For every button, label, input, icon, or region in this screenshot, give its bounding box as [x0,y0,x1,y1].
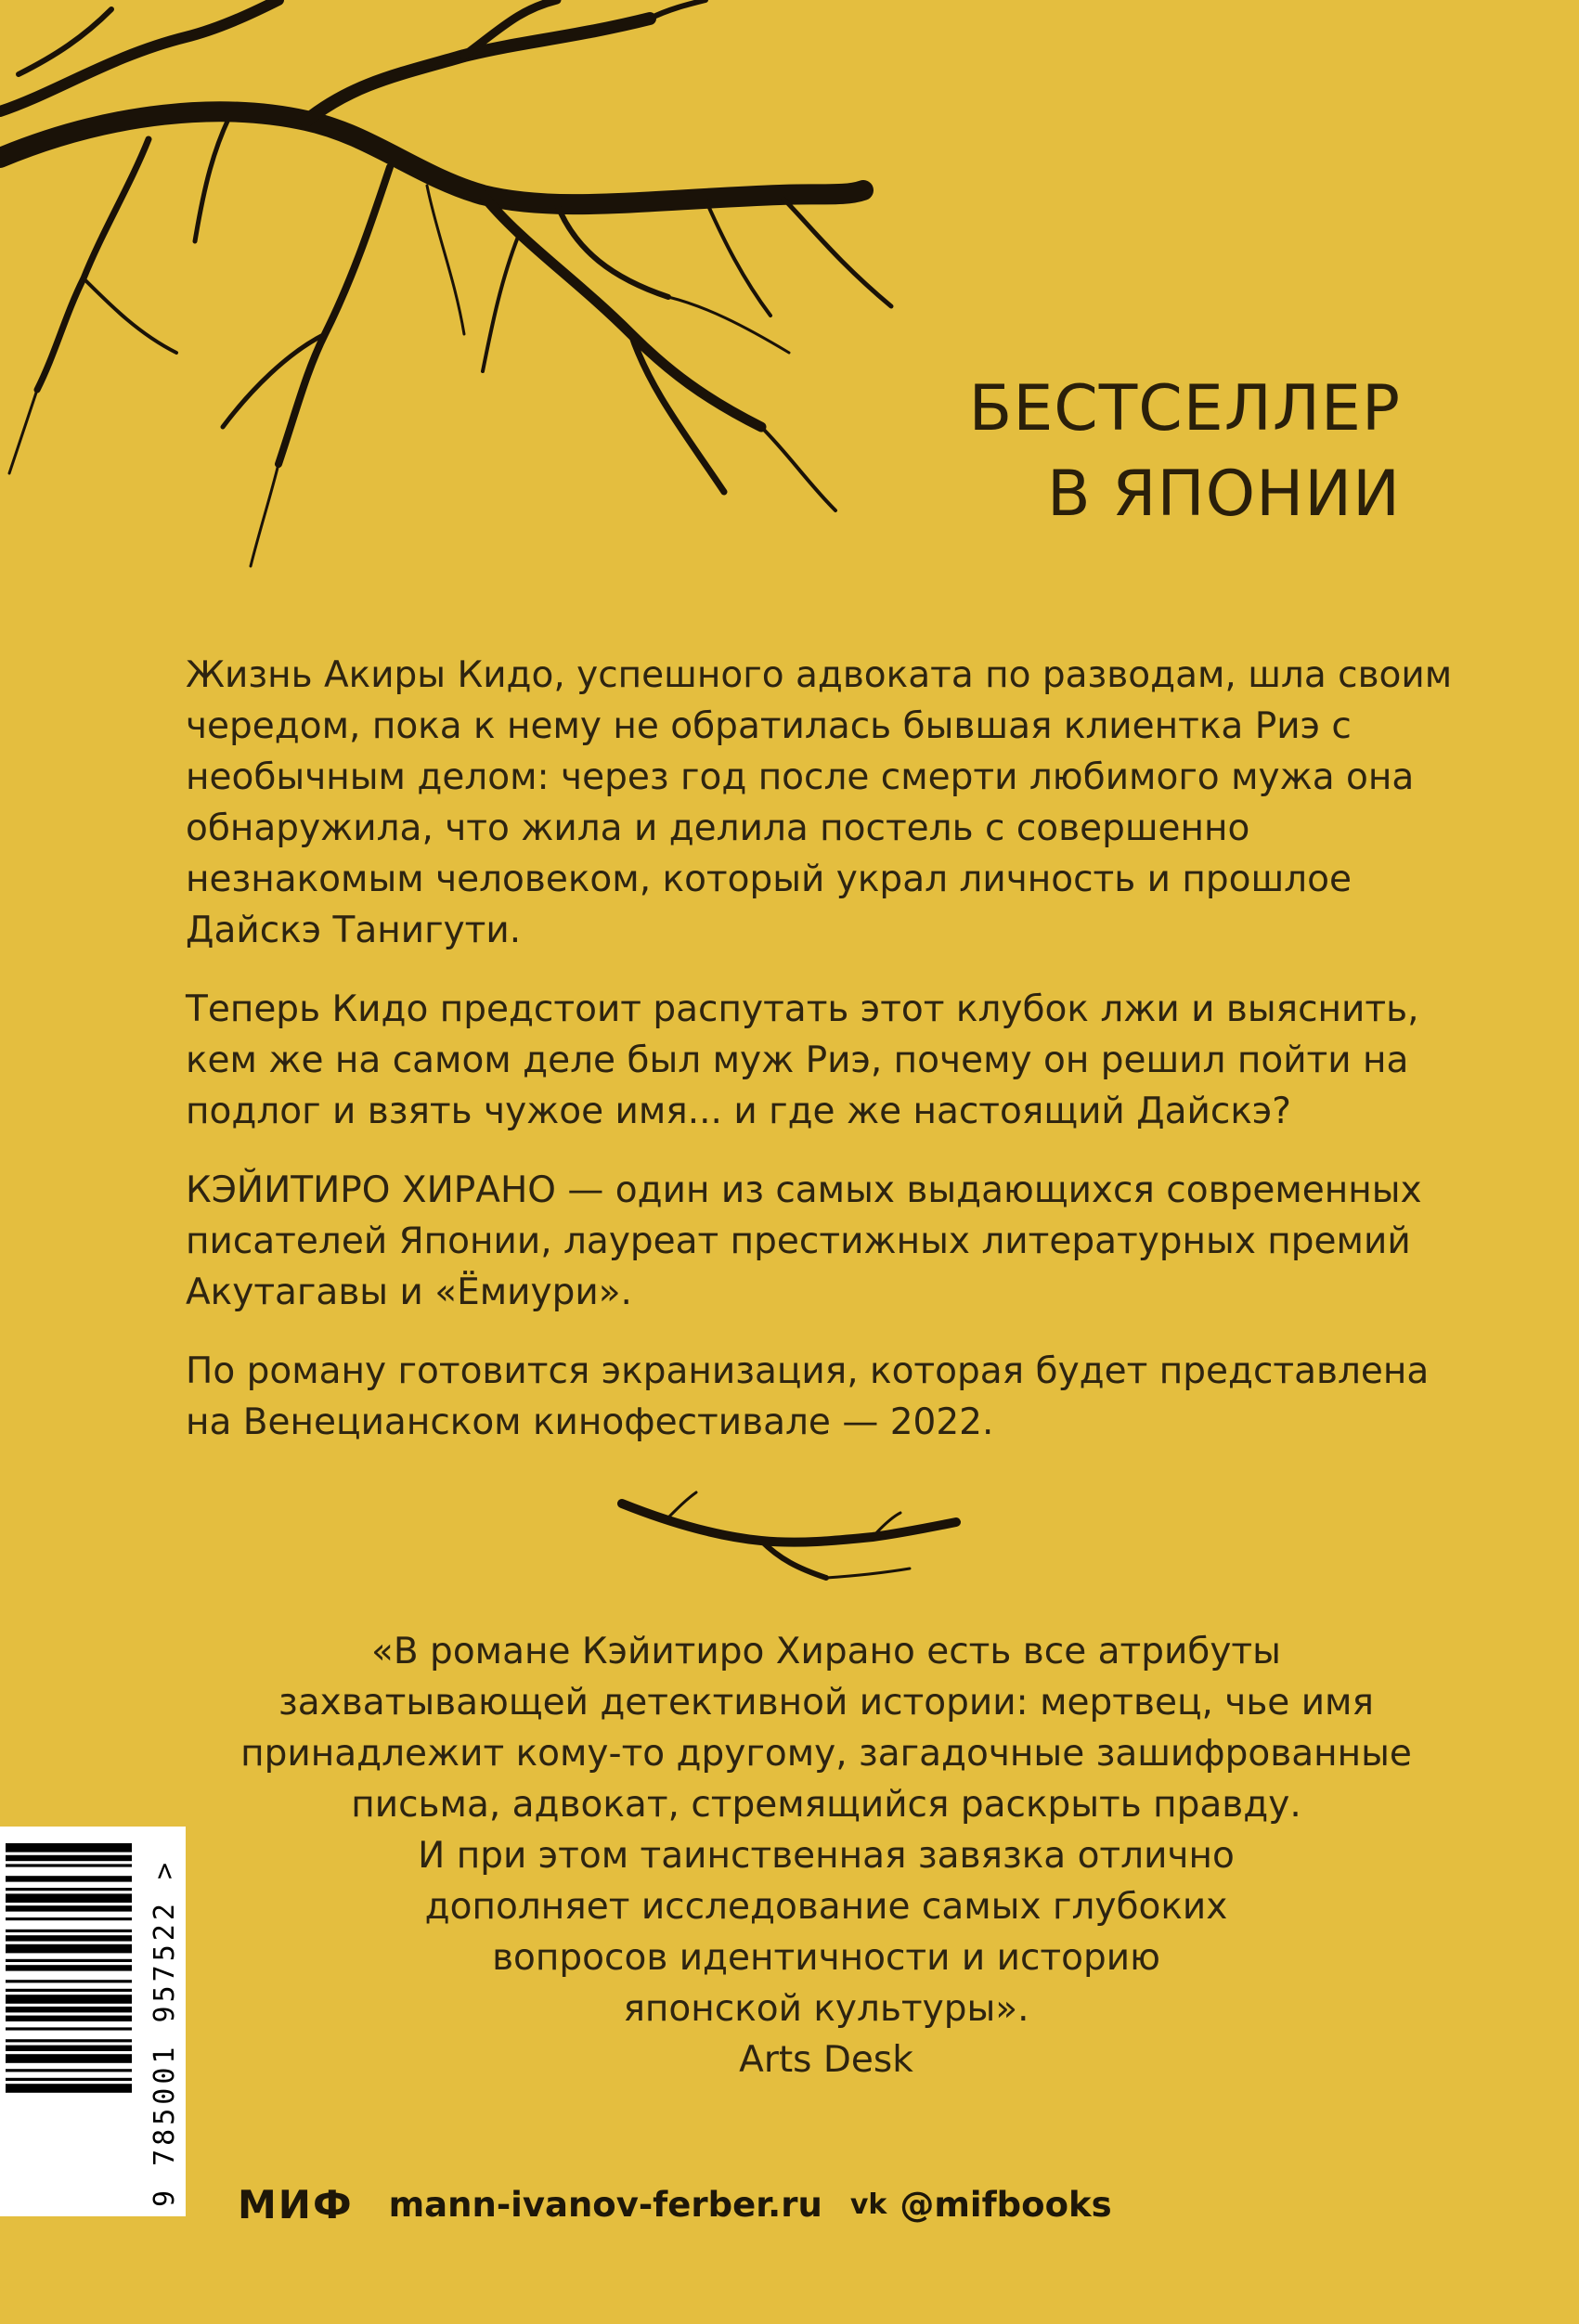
publisher-footer [238,2172,1112,2237]
barcode-bar [6,1980,132,1982]
barcode-bar [6,2007,132,2012]
headline-line-2: В ЯПОНИИ [1046,458,1401,531]
quote-line: японской культуры». [623,1988,1029,2030]
barcode-bar [6,1855,132,1861]
barcode-bar [6,1843,132,1853]
description-paragraph: Теперь Кидо предстоит распутать этот клубок лжи и выяснить, кем же на самом деле был муж Риэ, почему он решил пойти на подлог и взять чужое имя... и где же настоящий Дайскэ? [186,988,1419,1132]
vk-icon: vk [849,2188,887,2221]
barcode-bar [6,2016,132,2021]
quote-line: «В романе Кэйитиро Хирано есть все атрибуты [371,1631,1281,1672]
barcode-bar [6,1864,132,1866]
twig-illustration [613,1485,965,1587]
barcode-bar [6,2078,132,2081]
barcode-bar [6,2069,132,2072]
website-link[interactable]: mann-ivanov-ferber.ru [388,2184,822,2225]
barcode-bar [6,1930,132,1932]
barcode-bar [6,1876,132,1881]
description-paragraph: Жизнь Акиры Кидо, успешного адвоката по разводам, шла своим чередом, пока к нему не обратилась бывшая клиентка Риэ с необычным делом: через год после смерти любимого мужа она обнаружила, что жила и делила постель с совершенно незнакомым человеком, который украл личность и прошлое Дайскэ Танигути. [186,654,1453,951]
barcode-bar [6,2054,132,2063]
headline-line-1: БЕСТСЕЛЛЕР [968,372,1401,445]
barcode-bar [6,1888,132,1891]
barcode-bar [6,1905,132,1911]
barcode-bar [6,1989,132,1992]
bestseller-headline [969,367,1401,537]
quote-source: Arts Desk [739,2039,913,2081]
barcode-bar [6,2027,132,2030]
quote-line: И при этом таинственная завязка отлично [418,1835,1235,1877]
quote-line: письма, адвокат, стремящийся раскрыть правду. [351,1784,1301,1826]
isbn-barcode [0,1827,186,2216]
book-description [186,650,1467,1476]
logo-text: МИФ [238,2181,354,2227]
quote-line: захватывающей детективной истории: мертвец, чье имя [278,1682,1374,1724]
description-paragraph: По роману готовится экранизация, которая будет представлена на Венецианском кинофестивале — 2022. [186,1350,1430,1443]
quote-line: принадлежит кому-то другому, загадочные зашифрованные [240,1733,1412,1775]
barcode-bar [6,1944,132,1954]
barcode-digits: 9 785001 957522 > [149,1858,181,2207]
social-handle[interactable]: @mifbooks [900,2184,1112,2225]
barcode-bar [6,1917,132,1920]
review-quote [167,1626,1485,2085]
quote-line: вопросов идентичности и историю [492,1937,1160,1979]
barcode-bar [6,2084,132,2093]
publisher-logo [238,2182,354,2227]
barcode-bar [6,1995,132,2004]
barcode-bars [0,1827,139,2216]
author-paragraph: КЭЙИТИРО ХИРАНО — один из самых выдающихся современных писателей Японии, лауреат престижных литературных премий Акутагавы и «Ёмиури». [186,1169,1422,1313]
barcode-bar [6,1893,132,1903]
barcode-bar [6,2039,132,2042]
quote-line: дополняет исследование самых глубоких [424,1886,1228,1928]
barcode-bar [6,2046,132,2051]
barcode-bar [6,1965,132,1970]
tree-branches-illustration [0,0,928,575]
barcode-bar [6,1959,132,1962]
barcode-bar [6,1935,132,1941]
